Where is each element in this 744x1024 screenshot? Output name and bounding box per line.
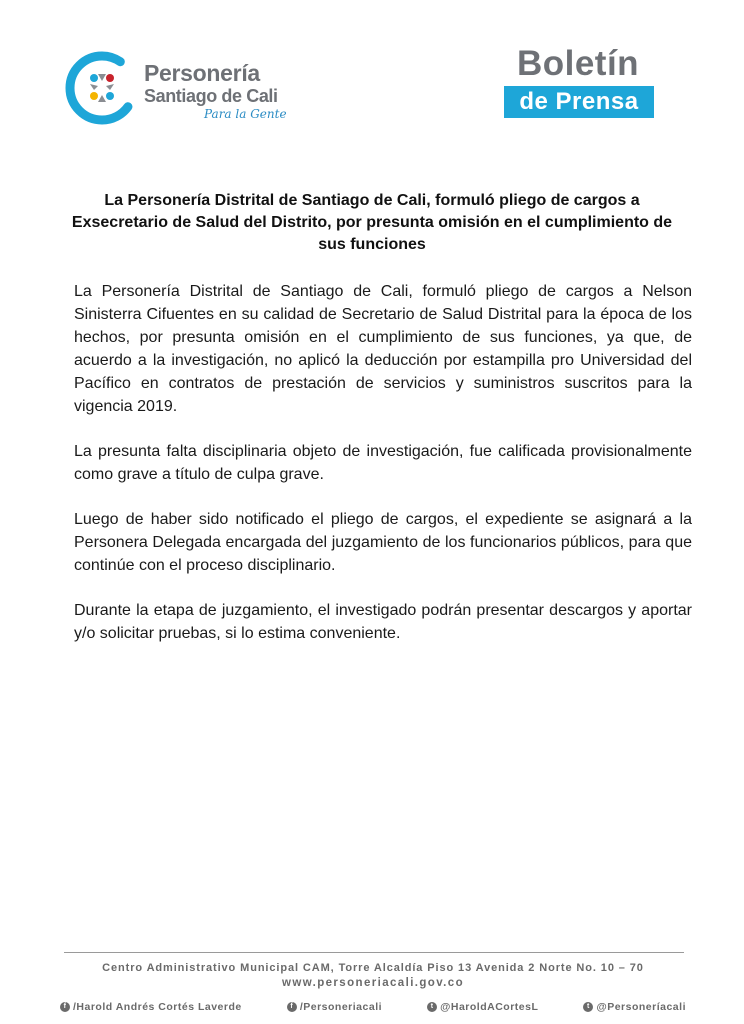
social-link-facebook-personeria[interactable] [287, 1001, 382, 1013]
logo-name: Personería [144, 60, 260, 86]
article-body [74, 280, 692, 667]
article-paragraph: La presunta falta disciplinaria objeto de investigación, fue calificada provisionalmente como grave a título de culpa grave. [74, 443, 692, 483]
article-paragraph: La Personería Distrital de Santiago de Cali, formuló pliego de cargos a Nelson Sinisterra Cifuentes en su calidad de Secretario de Salud Distrital para la época de los hechos, por presunta omisión en el cumplimiento de sus funciones, ya que, de acuerdo a la investigación, no aplicó la deducción por estampilla pro Universidad del Pacífico en contratos de prestación de servicios y suministros suscritos para la vigencia 2019. [74, 283, 692, 415]
social-link-twitter-personeria[interactable] [583, 1001, 686, 1013]
facebook-icon: f [287, 1002, 297, 1012]
footer-divider [64, 952, 684, 953]
article-paragraph: Durante la etapa de juzgamiento, el investigado podrán presentar descargos y aportar y/o solicitar pruebas, si lo estima conveniente. [74, 602, 692, 642]
bulletin-title: Boletín [516, 44, 640, 83]
social-label: /Harold Andrés Cortés Laverde [73, 1001, 242, 1013]
facebook-icon: f [60, 1002, 70, 1012]
social-label: @Personeríacali [596, 1001, 686, 1013]
footer-website-link[interactable]: www.personeriacali.gov.co [282, 977, 464, 989]
press-bulletin-badge [502, 44, 654, 118]
page-footer [60, 952, 686, 1013]
logo-tagline: Para la Gente [204, 107, 287, 121]
social-links [60, 1001, 686, 1013]
twitter-icon: t [583, 1002, 593, 1012]
social-label: @HaroldACortesL [440, 1001, 539, 1013]
bulletin-subtitle: de Prensa [504, 86, 654, 118]
article-paragraph: Luego de haber sido notificado el pliego de cargos, el expediente se asignará a la Personera Delegada encargada del juzgamiento de los funcionarios públicos, para que continúe con el proceso disciplinario. [74, 511, 692, 574]
social-link-facebook-harold[interactable] [60, 1001, 242, 1013]
article-headline: La Personería Distrital de Santiago de Cali, formuló pliego de cargos a Exsecretario de Salud del Distrito, por presunta omisión en el cumplimiento de sus funciones [71, 192, 673, 253]
social-label: /Personeriacali [299, 1001, 383, 1013]
footer-address: Centro Administrativo Municipal CAM, Torre Alcaldía Piso 13 Avenida 2 Norte No. 10 – 70 [102, 962, 644, 974]
personeria-emblem-icon [64, 50, 140, 126]
logo-subtitle: Santiago de Cali [144, 86, 278, 106]
social-link-twitter-harold[interactable] [427, 1001, 538, 1013]
personeria-logo [60, 44, 300, 128]
twitter-icon: t [427, 1002, 437, 1012]
